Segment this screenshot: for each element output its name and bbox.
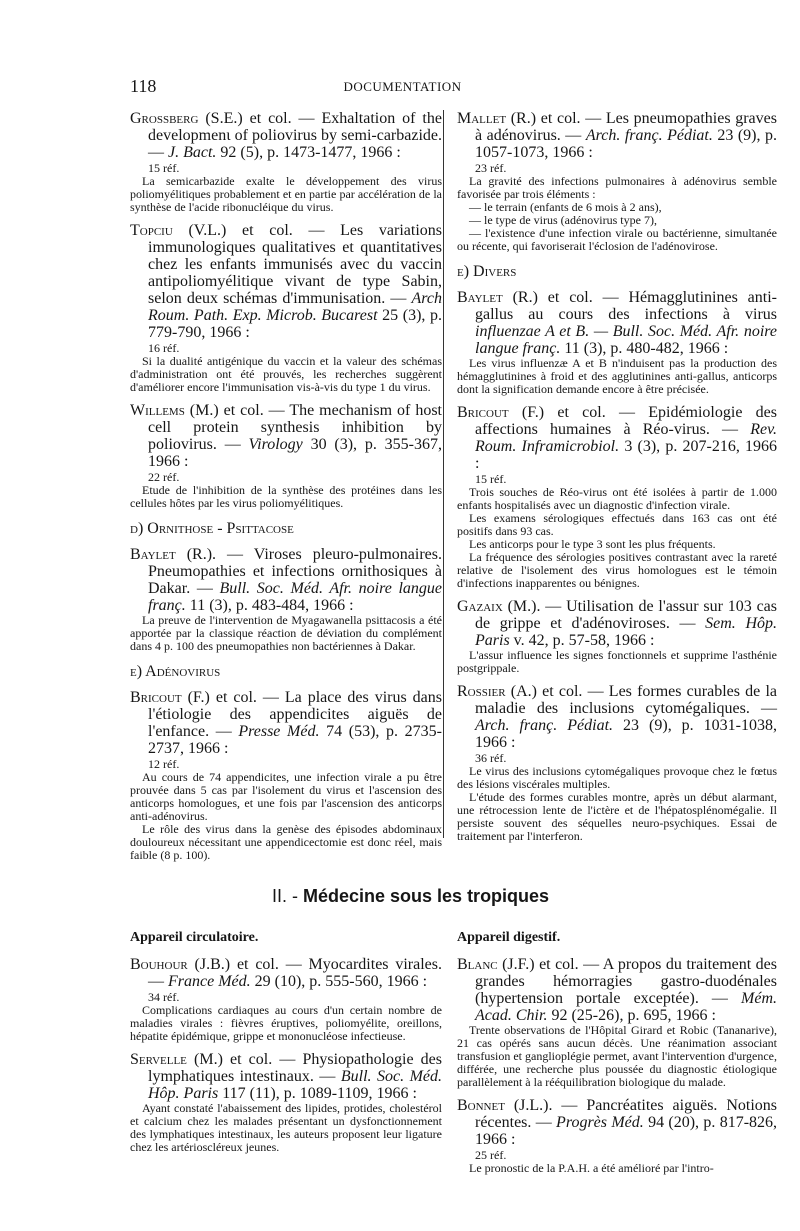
bibliography-entry <box>130 1051 442 1154</box>
abstract-paragraph: Trente observations de l'Hôpital Girard et Robic (Tananarive), 21 cas opérés sans aucun décès. Une réanimation associant transfusion et ganglioplégie permet, avant l'intervention d'urgence, différée, une recherche plus poussée du diagnostic étiologique parallèlement à la rééquilibration biologique du malade. <box>457 1023 778 1089</box>
abstract <box>457 357 777 396</box>
journal-name: Mém. Acad. Chir. <box>475 990 777 1024</box>
citation-title: — Utilisation de l'assur sur 103 cas de grippe et d'adénoviroses. — <box>475 598 777 632</box>
citation-title: — Pancréatites aiguës. Notions récentes. — <box>475 1097 777 1131</box>
reference-count: 36 réf. <box>475 751 507 765</box>
citation-reference: 3 (3), p. 207-216, 1966 : <box>475 438 778 472</box>
journal-name: Arch. franç. Pédiat. <box>475 717 614 734</box>
journal-name: France Méd. <box>168 973 251 990</box>
author-name: Mallet (R.) <box>457 110 537 127</box>
abstract <box>130 355 442 394</box>
citation-title: et col. — Epidémiologie des affections humaines à Réo-virus. — <box>475 404 778 438</box>
abstract <box>130 484 442 510</box>
citation-title: et col. — Hémagglutinines anti-gallus au cours des infections à virus <box>475 289 777 323</box>
abstract-paragraph: — l'existence d'une infection virale ou bactérienne, simultanée ou récente, qui favoriserait l'éclosion de l'adénovirose. <box>457 226 777 253</box>
left-column <box>130 110 442 870</box>
abstract-paragraph: Le virus des inclusions cytomégaliques provoque chez le fœtus des lésions viscérales multiples. <box>457 764 777 791</box>
section-label: DOCUMENTATION <box>343 79 462 94</box>
abstract-paragraph: La fréquence des sérologies positives contrastant avec la rareté relative de l'isolement des virus homologues est le témoin d'infections inapparentes ou bénignes. <box>457 550 777 590</box>
citation-reference: 25 (3), p. 779-790, 1966 : <box>148 307 443 341</box>
circulatoire-entries <box>130 956 442 1154</box>
abstract <box>457 1024 777 1089</box>
citation-title: et col. — A propos du traitement des grandes hémorragies gastro-duodénales (hypertension portale exceptée). — <box>475 956 777 1007</box>
citation-title: et col. — Myocardites virales. — <box>148 956 442 990</box>
heading-digestif: Appareil digestif. <box>457 930 561 945</box>
abstract <box>457 765 777 843</box>
author-name: Bouhour (J.B.) <box>130 956 231 973</box>
citation <box>130 222 442 341</box>
journal-name: Presse Méd. <box>238 723 320 740</box>
author-name: Gazaix (M.). <box>457 598 541 615</box>
citation <box>130 956 442 990</box>
citation <box>457 289 777 357</box>
citation <box>457 404 777 472</box>
journal-name: Sem. Hôp. Paris <box>475 615 777 649</box>
bibliography-entry <box>457 289 777 396</box>
journal-name: Bull. Soc. Méd. Hôp. Paris <box>148 1068 443 1102</box>
bibliography-entry <box>457 404 777 590</box>
abstract <box>457 175 777 253</box>
citation-reference: 94 (20), p. 817-826, 1966 : <box>475 1114 778 1148</box>
bibliography-entry <box>457 1097 777 1175</box>
citation-reference: v. 42, p. 57-58, 1966 : <box>509 632 655 649</box>
heading-circulatoire: Appareil circulatoire. <box>130 930 259 945</box>
citation <box>130 689 442 757</box>
reference-count: 22 réf. <box>148 470 180 484</box>
journal-name: Arch. franç. Pédiat. <box>585 127 713 144</box>
citation <box>457 598 777 649</box>
author-name: Bonnet (J.L.). <box>457 1097 553 1114</box>
abstract <box>130 614 442 653</box>
ornithose-entries <box>130 546 442 653</box>
subsection-adenovirus: e) Adénovirus <box>130 663 221 680</box>
column-divider <box>443 110 444 838</box>
author-name: Rossier (A.) <box>457 683 537 700</box>
digestif-entries <box>457 956 777 1175</box>
abstract-paragraph: Si la dualité antigénique du vaccin et la valeur des schémas d'administration ont été prouvés, les recherches suggèrent d'améliorer encore l'immunisation vis-à-vis du type 1 du virus. <box>130 354 442 394</box>
abstract-paragraph: La semicarbazide exalte le développement des virus poliomyélitiques probablement et en partie par accélération de la synthèse de l'acide ribonucléique du virus. <box>130 174 442 214</box>
author-name: Grossberg (S.E.) <box>130 110 243 127</box>
journal-name: Progrès Méd. <box>556 1114 644 1131</box>
reference-count: 15 réf. <box>475 472 507 486</box>
abstract <box>457 1162 777 1175</box>
subsection-ornithose: d) Ornithose - Psittacose <box>130 520 294 537</box>
citation <box>457 1097 777 1148</box>
citation <box>457 110 777 161</box>
citation <box>457 956 777 1024</box>
citation <box>130 402 442 470</box>
abstract-paragraph: — le type de virus (adénovirus type 7), <box>469 213 657 227</box>
abstract-paragraph: Complications cardiaques au cours d'un certain nombre de maladies virales : fièvres éruptives, poliomyélite, oreillons, hépatite épidémique, grippe et mononucléose infectieuse. <box>130 1003 442 1043</box>
abstract-paragraph: Le pronostic de la P.A.H. a été amélioré par l'intro- <box>469 1161 714 1175</box>
adenovirus-entries <box>130 689 442 862</box>
abstract-paragraph: Au cours de 74 appendicites, une infection virale a pu être prouvée dans 5 cas par l'isolement du virus et l'ascension des anticorps homologues, et une fois par l'ascension des anticorps anti-adénovirus. <box>130 770 442 823</box>
citation-reference: 92 (25-26), p. 695, 1966 : <box>547 1007 716 1024</box>
abstract-paragraph: La gravité des infections pulmonaires à adénovirus semble favorisée par trois éléments : <box>457 174 777 201</box>
citation-reference: 117 (11), p. 1089-1109, 1966 : <box>218 1085 417 1102</box>
journal-name: J. Bact. <box>168 144 217 161</box>
citation-reference: 30 (3), p. 355-367, 1966 : <box>148 436 443 470</box>
bibliography-entry <box>457 956 777 1089</box>
right-entries <box>457 110 777 253</box>
author-name: Baylet (R.) <box>457 289 538 306</box>
running-head <box>130 76 675 98</box>
citation-reference: 92 (5), p. 1473-1477, 1966 : <box>216 144 401 161</box>
abstract-paragraph: Ayant constaté l'abaissement des lipides, protides, cholestérol et calcium chez les malades présentant un dysfonctionnement des lymphatiques intestinaux, les auteurs proposent leur ligature chez les artérioscléreux jeunes. <box>130 1101 442 1154</box>
bibliography-entry <box>457 598 777 675</box>
citation-title: et col. — The mechanism of host cell protein synthesis inhibition by poliovirus. — <box>148 402 442 453</box>
abstract-paragraph: La preuve de l'intervention de Myagawanella psittacosis a été apportée par la classique réaction de déviation du complément dans 4 p. 100 des pneumopathies non bactériennes à Dakar. <box>130 613 442 653</box>
reference-count: 15 réf. <box>148 161 180 175</box>
author-name: Willems (M.) <box>130 402 219 419</box>
abstract <box>457 649 777 675</box>
citation-title: et col. — La place des virus dans l'étiologie des appendicites aiguës de l'enfance. — <box>148 689 443 740</box>
bibliography-entry <box>457 110 777 253</box>
author-name: Bricout (F.) <box>457 404 545 421</box>
citation <box>130 110 442 161</box>
left-entries <box>130 110 442 510</box>
part-number: II. - <box>272 886 303 906</box>
citation-title: et col. — Les variations immunologiques qualitatives et quantitatives chez les enfants immunisés avec du vaccin antipoliomyélitique vivant de type Sabin, selon deux schémas d'immunisation. — <box>148 222 442 307</box>
abstract-paragraph: L'assur influence les signes fonctionnels et supprime l'asthénie postgrippale. <box>457 648 777 675</box>
author-name: Topciu (V.L.) <box>130 222 227 239</box>
divers-entries <box>457 289 777 843</box>
citation-reference: 29 (10), p. 555-560, 1966 : <box>250 973 428 990</box>
subsection-divers: e) Divers <box>457 263 517 280</box>
part-heading <box>272 886 602 907</box>
abstract-paragraph: L'étude des formes curables montre, après un début alarmant, une rétrocession lente de l'ictère et de l'hépatosplénomégalie. Il persiste souvent des séquelles neuro-psychiques. Essai de traitement par l'interferon. <box>457 790 777 843</box>
citation <box>130 1051 442 1102</box>
citation-reference: 74 (53), p. 2735-2737, 1966 : <box>148 723 443 757</box>
bibliography-entry <box>130 110 442 214</box>
citation-title: — Viroses pleuro-pulmonaires. Pneumopathies et infections ornithosiques à Dakar. — <box>148 546 442 597</box>
abstract-paragraph: Trois souches de Réo-virus ont été isolées à partir de 1.000 enfants hospitalisés avec un diagnostic d'infection virale. <box>457 485 777 512</box>
lower-left-column <box>130 930 442 1162</box>
author-name: Baylet (R.). <box>130 546 217 563</box>
abstract-paragraph: Les anticorps pour le type 3 sont les plus fréquents. <box>469 537 716 551</box>
reference-count: 25 réf. <box>475 1148 507 1162</box>
abstract-paragraph: Le rôle des virus dans la genèse des épisodes abdominaux douloureux nécessitant une appendicectomie est donc réel, mais faible (8 p. 100). <box>130 822 442 862</box>
reference-count: 12 réf. <box>148 757 180 771</box>
citation-title: et col. — Physiopathologie des lymphatiques intestinaux. — <box>148 1051 443 1085</box>
right-column <box>457 110 777 851</box>
journal-name: Virology <box>248 436 303 453</box>
bibliography-entry <box>457 683 777 843</box>
author-name: Bricout (F.) <box>130 689 210 706</box>
journal-name: Bull. Soc. Méd. Afr. noire langue franç. <box>148 580 442 614</box>
reference-count: 23 réf. <box>475 161 507 175</box>
reference-count: 16 réf. <box>148 341 180 355</box>
citation-title: et col. — Les formes curables de la maladie des inclusions cytomégaliques. — <box>475 683 778 717</box>
author-name: Blanc (J.F.) <box>457 956 535 973</box>
citation <box>130 546 442 614</box>
page-number: 118 <box>130 76 157 96</box>
bibliography-entry <box>130 546 442 653</box>
citation-reference: 11 (3), p. 480-482, 1966 : <box>560 340 729 357</box>
abstract <box>130 175 442 214</box>
bibliography-entry <box>130 402 442 510</box>
citation-reference: 23 (9), p. 1031-1038, 1966 : <box>475 717 778 751</box>
abstract-paragraph: — le terrain (enfants de 6 mois à 2 ans), <box>469 200 662 214</box>
author-name: Servelle (M.) <box>130 1051 223 1068</box>
journal-name: influenzae A et B. — Bull. Soc. Méd. Afr. noire langue franç. <box>475 323 777 357</box>
abstract-paragraph: Etude de l'inhibition de la synthèse des protéines dans les cellules hôtes par les virus poliomyélitiques. <box>130 483 442 510</box>
reference-count: 34 réf. <box>148 990 180 1004</box>
lower-right-column <box>457 930 777 1183</box>
bibliography-entry <box>130 956 442 1043</box>
bibliography-entry <box>130 689 442 862</box>
abstract <box>457 486 777 590</box>
bibliography-entry <box>130 222 442 394</box>
citation-title: et col. — Exhaltation of the developmenɩ of poliovirus by semi-carbazide. — <box>148 110 442 161</box>
citation-reference: 11 (3), p. 483-484, 1966 : <box>185 597 354 614</box>
citation-title: et col. — Les pneumopathies graves à adénovirus. — <box>475 110 777 144</box>
journal-name: Arch Roum. Path. Exp. Microb. Bucarest <box>148 290 442 324</box>
abstract-paragraph: Les examens sérologiques effectués dans 163 cas ont été positifs dans 93 cas. <box>457 511 777 538</box>
journal-name: Rev. Roum. Inframicrobiol. <box>475 421 777 455</box>
abstract <box>130 1004 442 1043</box>
abstract <box>130 1102 442 1154</box>
abstract-paragraph: Les virus influenzæ A et B n'induisent pas la production des hémagglutinines à froid et des agglutinines anti-gallus, anticorps dont la signification demande encore à être précisée. <box>457 356 777 396</box>
citation-reference: 23 (9), p. 1057-1073, 1966 : <box>475 127 778 161</box>
part-title: Médecine sous les tropiques <box>303 886 550 906</box>
abstract <box>130 771 442 862</box>
citation <box>457 683 777 751</box>
